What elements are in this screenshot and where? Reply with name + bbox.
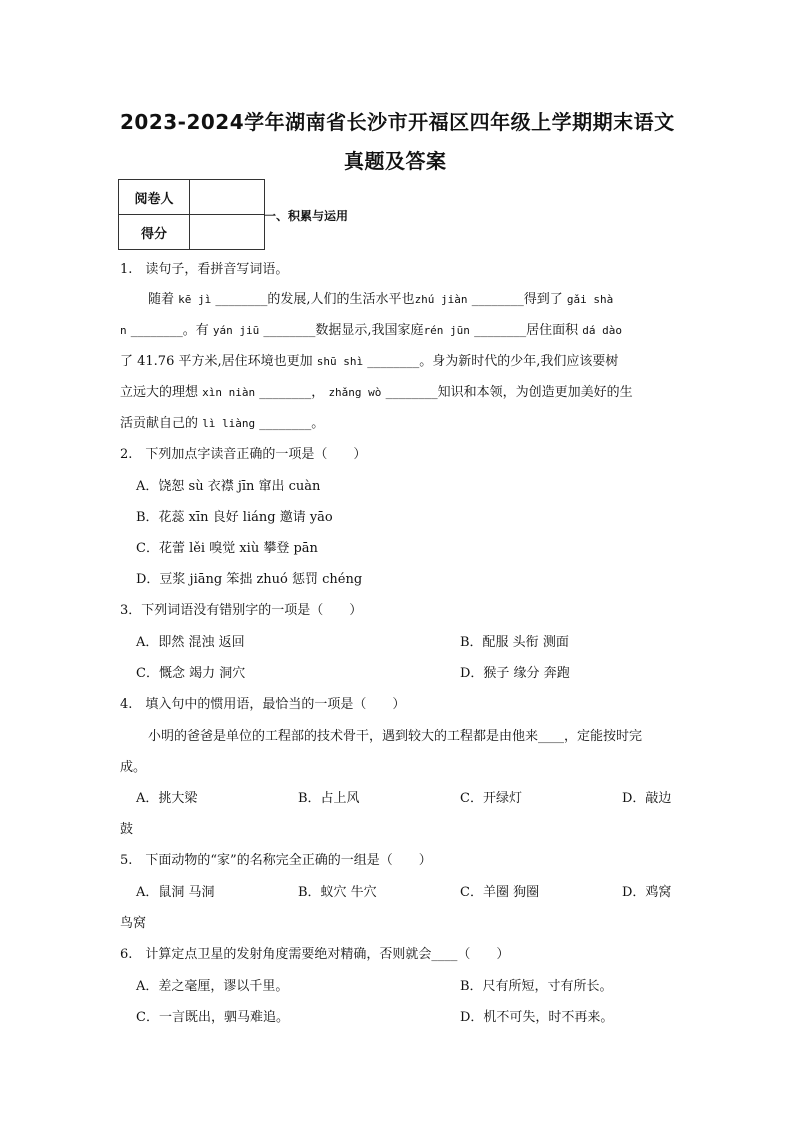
reviewer-cell: [190, 180, 265, 215]
q1-line1: 随着 kē jì ________的发展,人们的生活水平也zhú jiàn ________得到了 gǎi shà: [148, 292, 614, 307]
page-title-line1: 2023-2024学年湖南省长沙市开福区四年级上学期期末语文: [120, 110, 675, 134]
q5-option-d-wrap: 鸟窝: [120, 916, 147, 931]
q3-option-b[interactable]: B．配服 头衔 测面: [460, 635, 569, 650]
q4-option-c[interactable]: C．开绿灯: [460, 791, 522, 806]
q4-option-a[interactable]: A．挑大梁: [136, 791, 198, 806]
q1-stem: 1. 读句子，看拼音写词语。: [120, 262, 289, 277]
q2-option-b[interactable]: B．花蕊 xīn 良好 liáng 邀请 yāo: [136, 510, 333, 525]
q3-option-d[interactable]: D．猴子 缘分 奔跑: [460, 666, 570, 681]
q6-option-b[interactable]: B．尺有所短，寸有所长。: [460, 979, 613, 994]
q6-option-a[interactable]: A．差之毫厘，谬以千里。: [136, 979, 289, 994]
q1-line3: 了 41.76 平方米,居住环境也更加 shū shì ________。身为新时代的少年,我们应该要树: [120, 354, 619, 369]
q6-option-d[interactable]: D．机不可失，时不再来。: [460, 1010, 614, 1025]
q2-stem: 2. 下列加点字读音正确的一项是（ ）: [120, 447, 367, 462]
q4-option-d-wrap: 鼓: [120, 822, 134, 837]
q4-sentence: 小明的爸爸是单位的工程部的技术骨干，遇到较大的工程都是由他来____，定能按时完: [148, 729, 643, 744]
score-table: [118, 179, 265, 250]
q4-option-b[interactable]: B．占上风: [298, 791, 360, 806]
reviewer-label: 阅卷人: [119, 180, 190, 215]
score-label: 得分: [119, 215, 190, 250]
q4-option-d[interactable]: D．敲边: [622, 791, 672, 806]
page-title-line2: 真题及答案: [344, 149, 447, 173]
q6-option-c[interactable]: C．一言既出，驷马难追。: [136, 1010, 289, 1025]
q2-option-a[interactable]: A．饶恕 sù 衣襟 jīn 窜出 cuàn: [136, 479, 321, 494]
q4-stem: 4. 填入句中的惯用语，最恰当的一项是（ ）: [120, 697, 406, 712]
q5-option-c[interactable]: C．羊圈 狗圈: [460, 885, 540, 900]
q3-option-c[interactable]: C．慨念 竭力 洞穴: [136, 666, 246, 681]
q3-option-a[interactable]: A．即然 混浊 返回: [136, 635, 245, 650]
q5-option-b[interactable]: B．蚁穴 牛穴: [298, 885, 377, 900]
q5-stem: 5. 下面动物的“家”的名称完全正确的一组是（ ）: [120, 853, 432, 868]
section-heading: 一、积累与运用: [264, 209, 349, 223]
q6-stem: 6. 计算定点卫星的发射角度需要绝对精确，否则就会____（ ）: [120, 947, 510, 962]
q5-option-a[interactable]: A．鼠洞 马洞: [136, 885, 215, 900]
q2-option-c[interactable]: C．花蕾 lěi 嗅觉 xiù 攀登 pān: [136, 541, 318, 556]
q5-option-d[interactable]: D．鸡窝: [622, 885, 672, 900]
q1-line5: 活贡献自己的 lì liàng ________。: [120, 416, 325, 431]
score-cell: [190, 215, 265, 250]
q2-option-d[interactable]: D．豆浆 jiāng 笨拙 zhuó 惩罚 chéng: [136, 572, 363, 587]
q3-stem: 3．下列词语没有错别字的一项是（ ）: [120, 603, 363, 618]
q1-line4: 立远大的理想 xìn niàn ________， zhǎng wò ________知识和本领，为创造更加美好的生: [120, 385, 633, 400]
q4-sentence-end: 成。: [120, 760, 147, 775]
q1-line2: n ________。有 yán jiū ________数据显示,我国家庭rén jūn ________居住面积 dá dào: [120, 323, 622, 338]
